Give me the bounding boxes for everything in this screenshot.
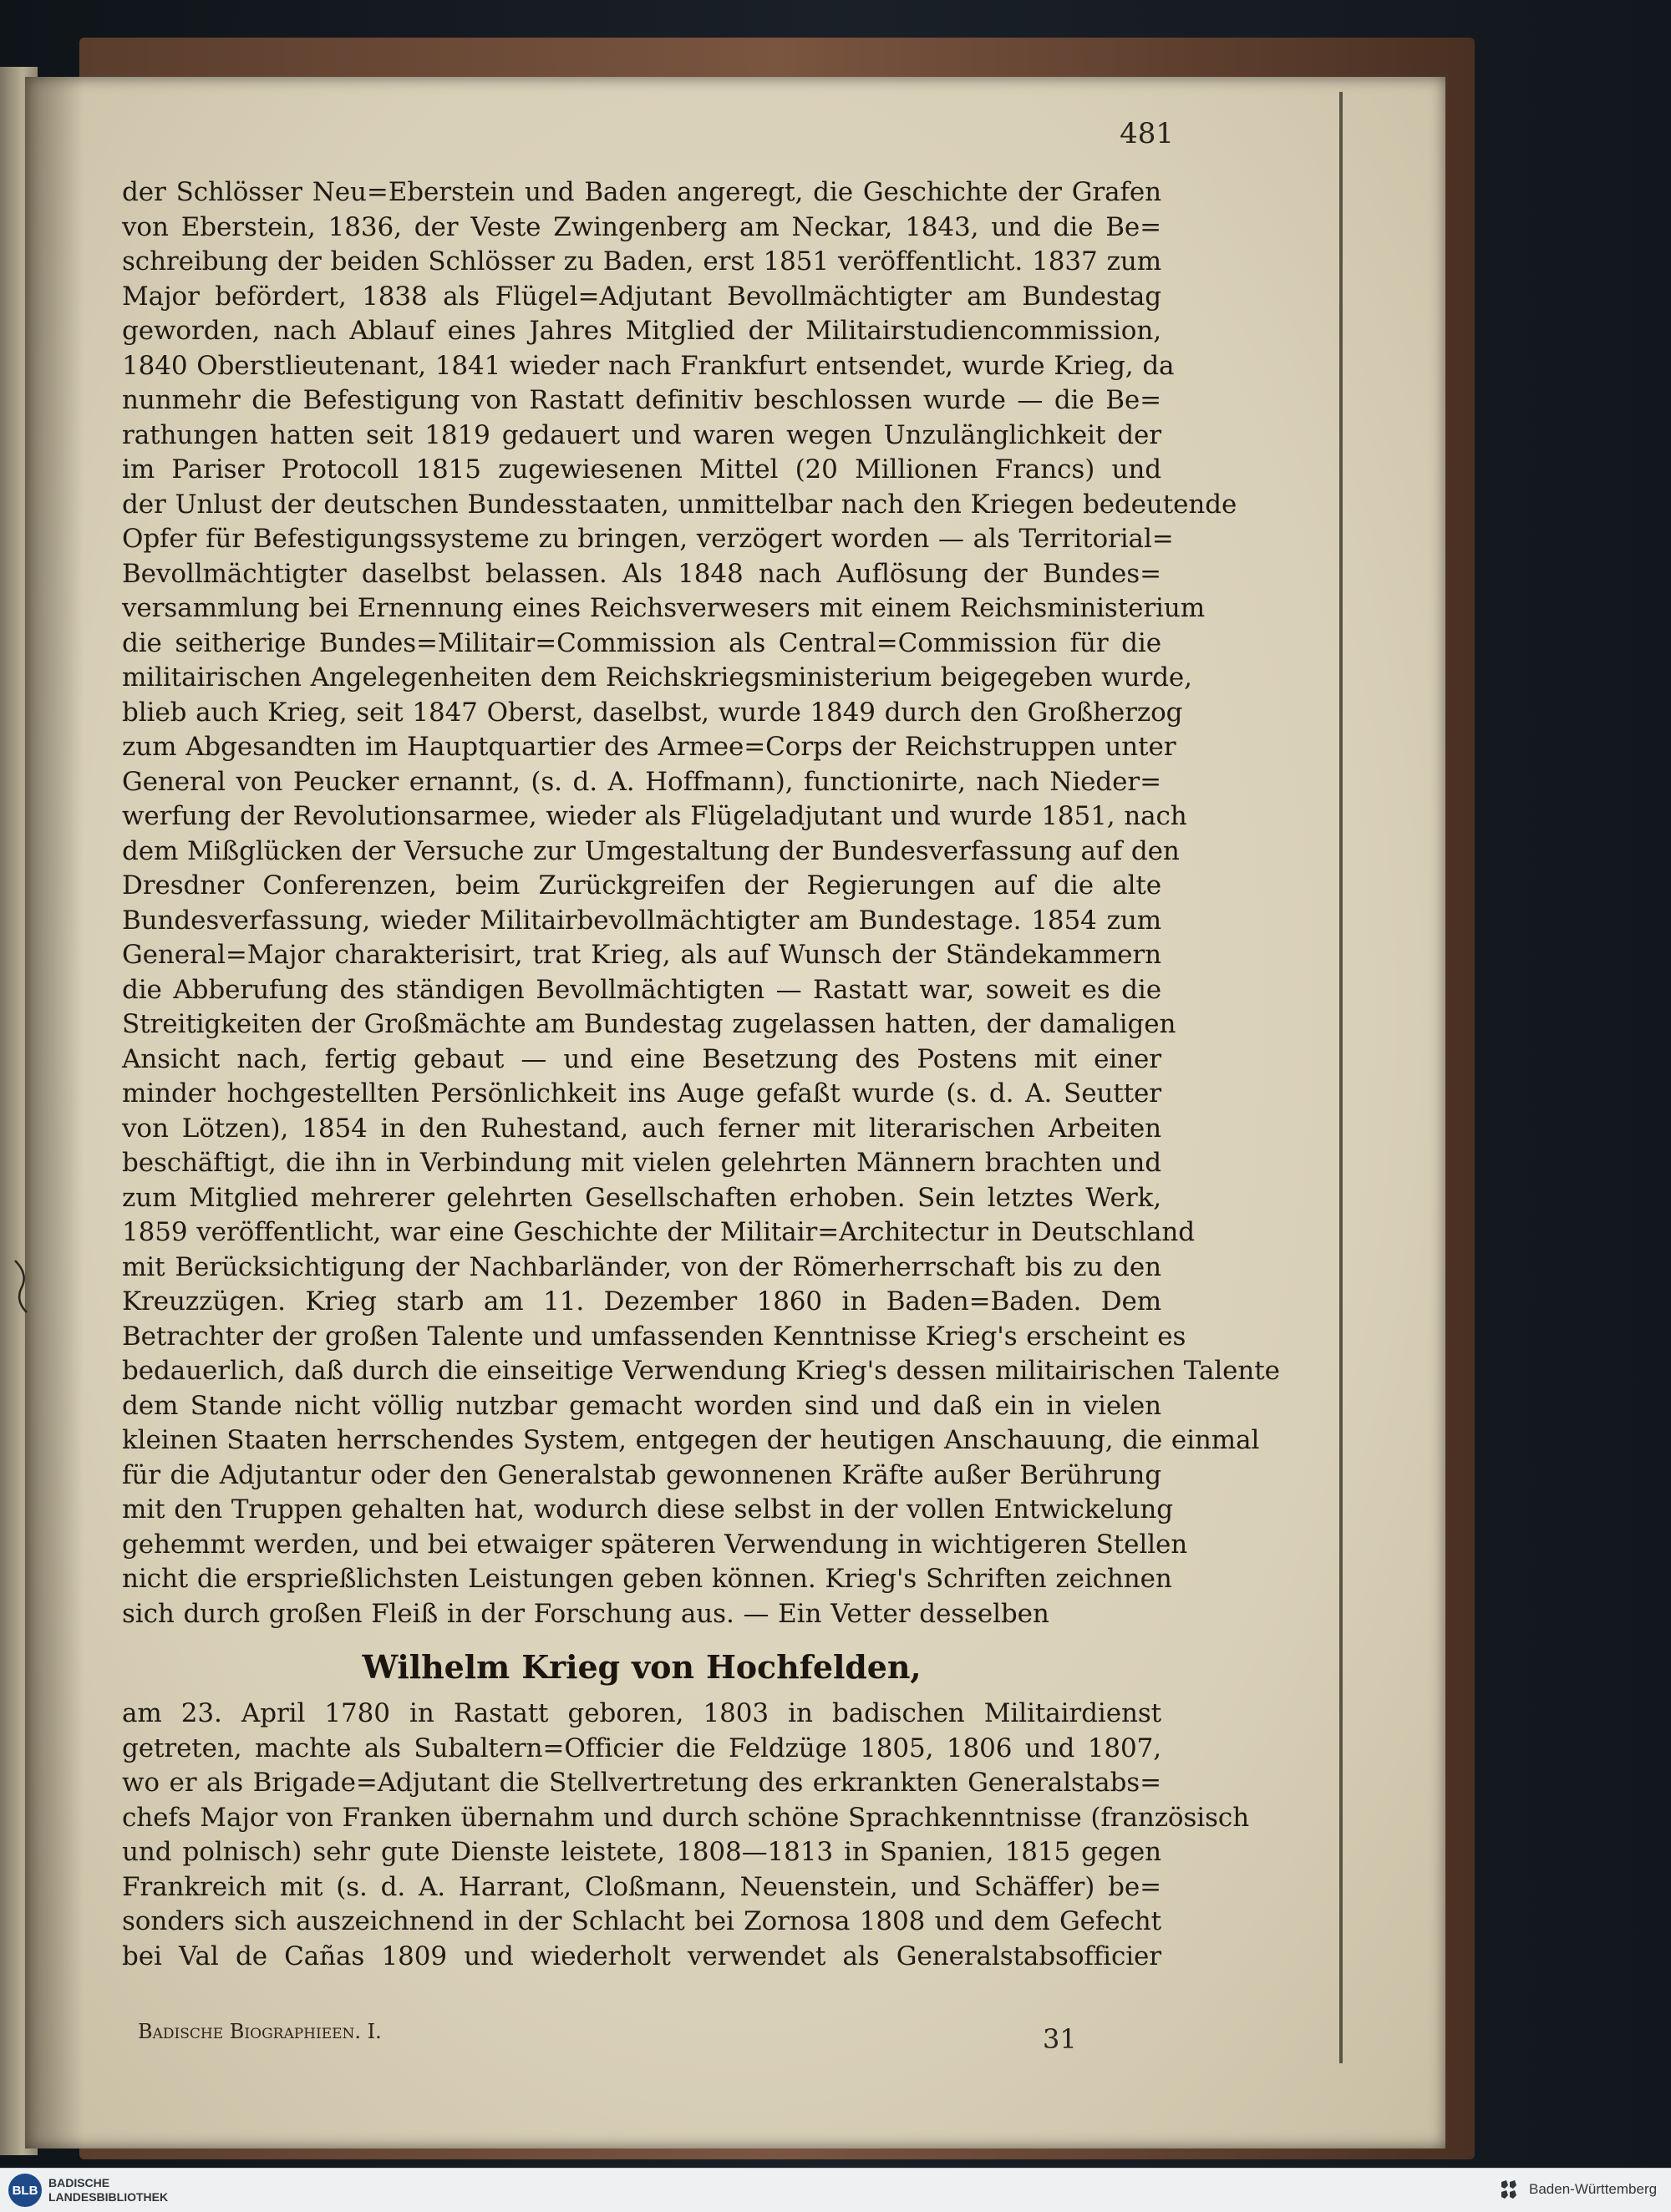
text-line: General=Major charakterisirt, trat Krieg, als auf Wunsch der Ständekammern	[122, 940, 1161, 970]
text-line: zum Mitglied mehrerer gelehrten Gesellschaften erhoben. Sein letztes Werk,	[122, 1182, 1161, 1213]
footer-book-title: Badische Biographieen. I.	[138, 2020, 382, 2043]
text-line: militairischen Angelegenheiten dem Reichskriegsministerium beigegeben wurde,	[122, 662, 1192, 693]
body-text	[122, 175, 1280, 1974]
text-line: zum Abgesandten im Hauptquartier des Armee=Corps der Reichstruppen unter	[122, 732, 1176, 762]
text-line: blieb auch Krieg, seit 1847 Oberst, daselbst, wurde 1849 durch den Großherzog	[122, 697, 1183, 728]
text-line: versammlung bei Ernennung eines Reichsverwesers mit einem Reichsministerium	[122, 593, 1206, 623]
text-line: Frankreich mit (s. d. A. Harrant, Cloßmann, Neuenstein, und Schäffer) be=	[122, 1871, 1161, 1902]
text-line: sonders sich auszeichnend in der Schlacht bei Zornosa 1808 und dem Gefecht	[122, 1906, 1161, 1936]
page-right-edge	[1339, 92, 1343, 2063]
text-line: sich durch großen Fleiß in der Forschung aus. — Ein Vetter desselben	[122, 1598, 1049, 1629]
text-line: rathungen hatten seit 1819 gedauert und waren wegen Unzulänglichkeit der	[122, 419, 1161, 450]
text-line: Bundesverfassung, wieder Militairbevollmächtigter am Bundestage. 1854 zum	[122, 905, 1161, 936]
text-line: 1859 veröffentlicht, war eine Geschichte der Militair=Architectur in Deutschland	[122, 1217, 1195, 1247]
text-line: Streitigkeiten der Großmächte am Bundestag zugelassen hatten, der damaligen	[122, 1009, 1176, 1039]
page-number: 481	[1120, 117, 1174, 150]
text-line: Kreuzzügen. Krieg starb am 11. Dezember 1860 in Baden=Baden. Dem	[122, 1286, 1161, 1317]
viewer-bottom-bar	[0, 2168, 1671, 2212]
text-line: General von Peucker ernannt, (s. d. A. Hoffmann), functionirte, nach Nieder=	[122, 766, 1161, 797]
text-line: bedauerlich, daß durch die einseitige Verwendung Krieg's dessen militairischen Talente	[122, 1356, 1280, 1386]
text-line: nunmehr die Befestigung von Rastatt definitiv beschlossen wurde — die Be=	[122, 385, 1161, 415]
text-line: Bevollmächtigter daselbst belassen. Als 1848 nach Auflösung der Bundes=	[122, 558, 1161, 589]
text-line: werfung der Revolutionsarmee, wieder als Flügeladjutant und wurde 1851, nach	[122, 801, 1187, 831]
text-line: der Unlust der deutschen Bundesstaaten, unmittelbar nach den Kriegen bedeutende	[122, 489, 1237, 520]
text-line: mit Berücksichtigung der Nachbarländer, von der Römerherrschaft bis zu den	[122, 1251, 1161, 1282]
text-line: der Schlösser Neu=Eberstein und Baden angeregt, die Geschichte der Grafen	[122, 177, 1161, 207]
text-line: nicht die ersprießlichsten Leistungen geben können. Krieg's Schriften zeichnen	[122, 1564, 1172, 1594]
text-line: 1840 Oberstlieutenant, 1841 wieder nach Frankfurt entsendet, wurde Krieg, da	[122, 350, 1175, 381]
text-line: von Lötzen), 1854 in den Ruhestand, auch ferner mit literarischen Arbeiten	[122, 1113, 1161, 1144]
section-heading: Wilhelm Krieg von Hochfelden,	[362, 1648, 922, 1686]
text-line: gehemmt werden, und bei etwaiger späteren Verwendung in wichtigeren Stellen	[122, 1529, 1188, 1560]
blb-name[interactable]	[48, 2176, 168, 2204]
blb-name-line1: BADISCHE	[48, 2176, 110, 2189]
margin-bracket-mark	[10, 1257, 35, 1316]
text-line: Betrachter der großen Talente und umfassenden Kenntnisse Krieg's erscheint es	[122, 1321, 1186, 1352]
text-line: geworden, nach Ablauf eines Jahres Mitglied der Militairstudiencommission,	[122, 316, 1161, 346]
text-line: minder hochgestellten Persönlichkeit ins Auge gefaßt wurde (s. d. A. Seutter	[122, 1078, 1161, 1109]
blb-logo-icon[interactable]: BLB	[8, 2174, 42, 2207]
text-line: schreibung der beiden Schlösser zu Baden, erst 1851 veröffentlicht. 1837 zum	[122, 246, 1161, 276]
text-line: kleinen Staaten herrschendes System, entgegen der heutigen Anschauung, die einmal	[122, 1425, 1260, 1455]
text-line: und polnisch) sehr gute Dienste leistete, 1808—1813 in Spanien, 1815 gegen	[122, 1837, 1161, 1867]
text-line: im Pariser Protocoll 1815 zugewiesenen Mittel (20 Millionen Francs) und	[122, 454, 1161, 485]
text-line: Dresdner Conferenzen, beim Zurückgreifen der Regierungen auf die alte	[122, 870, 1161, 901]
baden-wuerttemberg-lions-icon[interactable]	[1498, 2179, 1520, 2202]
text-line: wo er als Brigade=Adjutant die Stellvertretung des erkrankten Generalstabs=	[122, 1768, 1161, 1798]
text-line: am 23. April 1780 in Rastatt geboren, 1803 in badischen Militairdienst	[122, 1698, 1161, 1728]
text-line: von Eberstein, 1836, der Veste Zwingenberg am Neckar, 1843, und die Be=	[122, 211, 1161, 242]
text-line: Major befördert, 1838 als Flügel=Adjutant Bevollmächtigter am Bundestag	[122, 281, 1161, 312]
text-line: getreten, machte als Subaltern=Officier die Feldzüge 1805, 1806 und 1807,	[122, 1733, 1161, 1763]
text-line: bei Val de Cañas 1809 und wiederholt verwendet als Generalstabsofficier	[122, 1941, 1161, 1971]
footer-signature-number: 31	[1043, 2023, 1077, 2055]
blb-name-line2: LANDESBIBLIOTHEK	[48, 2190, 169, 2204]
text-line: beschäftigt, die ihn in Verbindung mit vielen gelehrten Männern brachten und	[122, 1148, 1161, 1178]
spine-shadow	[25, 77, 84, 2149]
text-line: die seitherige Bundes=Militair=Commission als Central=Commission für die	[122, 627, 1161, 658]
text-line: Opfer für Befestigungssysteme zu bringen, verzögert worden — als Territorial=	[122, 524, 1174, 554]
text-line: chefs Major von Franken übernahm und durch schöne Sprachkenntnisse (französisch	[122, 1802, 1250, 1833]
text-line: mit den Truppen gehalten hat, wodurch diese selbst in der vollen Entwickelung	[122, 1494, 1173, 1525]
text-line: die Abberufung des ständigen Bevollmächtigten — Rastatt war, soweit es die	[122, 974, 1161, 1005]
text-line: für die Adjutantur oder den Generalstab gewonnenen Kräfte außer Berührung	[122, 1459, 1161, 1490]
baden-wuerttemberg-label[interactable]: Baden-Württemberg	[1529, 2181, 1658, 2197]
text-line: dem Stande nicht völlig nutzbar gemacht worden sind und daß ein in vielen	[122, 1390, 1161, 1421]
text-line: dem Mißglücken der Versuche zur Umgestaltung der Bundesverfassung auf den	[122, 835, 1180, 866]
text-line: Ansicht nach, fertig gebaut — und eine Besetzung des Postens mit einer	[122, 1043, 1161, 1074]
